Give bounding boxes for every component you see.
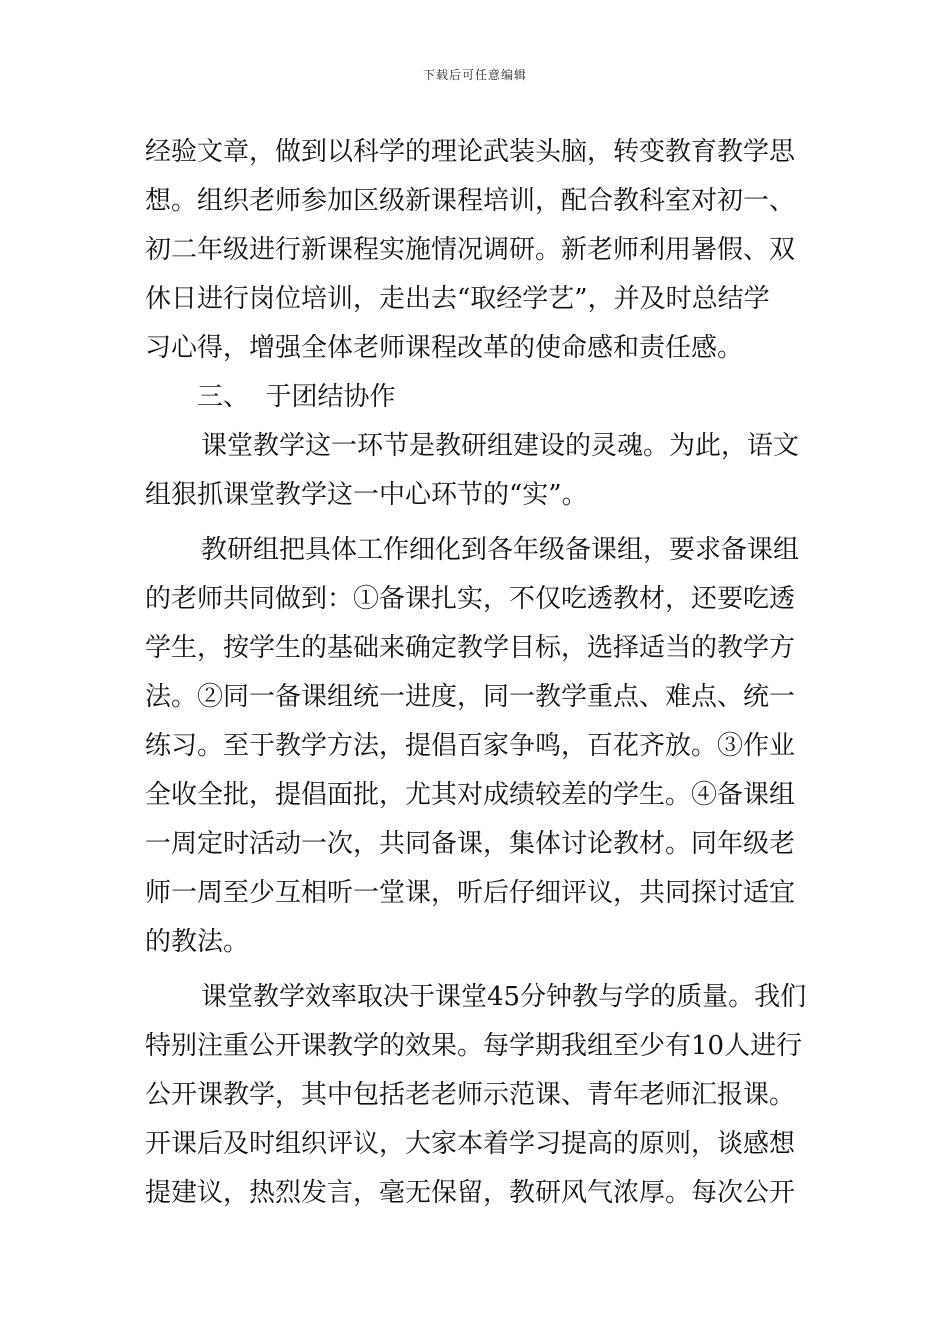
section-heading: 三、 于团结协作 — [197, 382, 396, 412]
text-line: 初二年级进行新课程实施情况调研。新老师利用暑假、双 — [145, 235, 796, 265]
text-line: 想。组织老师参加区级新课程培训，配合教科室对初一、 — [145, 186, 796, 216]
text-line: 组狠抓课堂教学这一中心环节的“实”。 — [145, 480, 588, 510]
paragraph-1 — [145, 128, 807, 373]
text-line: 开课后及时组织评议，大家本着学习提高的原则，谈感想 — [145, 1129, 796, 1159]
text-line: 的教法。 — [145, 927, 250, 957]
text-line: 的老师共同做到：①备课扎实，不仅吃透教材，还要吃透 — [145, 584, 796, 614]
document-body — [145, 128, 807, 1218]
text-line: 课堂教学效率取决于课堂45分钟教与学的质量。我们 — [201, 982, 807, 1012]
text-line: 课堂教学这一环节是教研组建设的灵魂。为此，语文 — [201, 431, 800, 461]
paragraph-2 — [145, 422, 807, 520]
paragraph-4 — [145, 973, 807, 1218]
text-line: 特别注重公开课教学的效果。每学期我组至少有10人进行 — [145, 1031, 803, 1061]
text-line: 一周定时活动一次，共同备课，集体讨论教材。同年级老 — [145, 829, 796, 859]
paragraph-3 — [145, 526, 807, 967]
text-line: 师一周至少互相听一堂课，听后仔细评议，共同探讨适宜 — [145, 878, 796, 908]
text-line: 全收全批，提倡面批，尤其对成绩较差的学生。④备课组 — [145, 780, 796, 810]
text-line: 学生，按学生的基础来确定教学目标，选择适当的教学方 — [145, 633, 796, 663]
text-line: 习心得，增强全体老师课程改革的使命感和责任感。 — [145, 333, 744, 363]
text-line: 练习。至于教学方法，提倡百家争鸣，百花齐放。③作业 — [145, 731, 796, 761]
text-line: 休日进行岗位培训，走出去“取经学艺”，并及时总结学 — [145, 284, 770, 314]
text-line: 法。②同一备课组统一进度，同一教学重点、难点、统一 — [145, 682, 796, 712]
text-line: 经验文章，做到以科学的理论武装头脑，转变教育教学思 — [145, 137, 796, 167]
text-line: 提建议，热烈发言，毫无保留，教研风气浓厚。每次公开 — [145, 1178, 796, 1208]
text-line: 公开课教学，其中包括老老师示范课、青年老师汇报课。 — [145, 1080, 796, 1110]
header-note: 下载后可任意编辑 — [422, 68, 527, 82]
text-line: 教研组把具体工作细化到各年级备课组，要求备课组 — [201, 535, 800, 565]
